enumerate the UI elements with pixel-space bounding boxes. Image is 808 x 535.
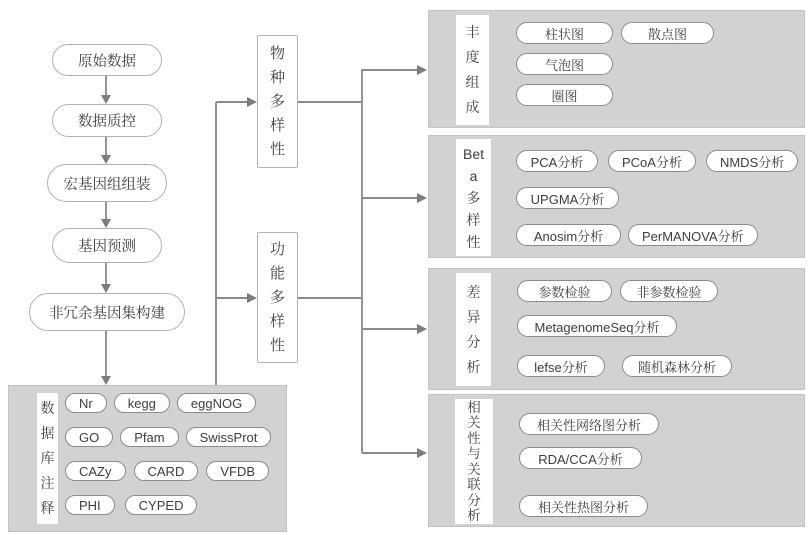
correlation-label-strip — [455, 399, 493, 524]
analysis-pill-row — [516, 150, 798, 172]
connector-flow-1 — [105, 76, 107, 95]
flow-node-gene-prediction: 基因预测 — [52, 228, 162, 263]
analysis-pill: UPGMA分析 — [516, 187, 619, 209]
beta-label: Beta多样性 — [463, 145, 485, 250]
arrow-down-icon — [101, 95, 111, 104]
analysis-pill-row — [516, 22, 714, 44]
analysis-pill-row — [516, 187, 798, 209]
arrow-right-icon — [247, 293, 257, 303]
connector-flow-3 — [105, 202, 107, 219]
connector-species-out — [298, 101, 362, 103]
analysis-pill: 相关性热图分析 — [519, 495, 648, 517]
arrow-down-icon — [101, 284, 111, 293]
analysis-pill: 气泡图 — [516, 53, 613, 75]
abundance-pill-rows — [516, 22, 714, 106]
db-annotation-panel — [8, 385, 287, 532]
analysis-pill: Anosim分析 — [516, 224, 621, 246]
analysis-pill-row — [519, 447, 659, 469]
analysis-pill-row — [517, 315, 732, 337]
analysis-pill: 散点图 — [621, 22, 714, 44]
analysis-pill: 柱状图 — [516, 22, 613, 44]
db-pill: kegg — [114, 393, 170, 413]
analysis-pill: 圈图 — [516, 84, 613, 106]
arrow-right-icon — [417, 448, 427, 458]
arrow-right-icon — [417, 193, 427, 203]
analysis-pill: PerMANOVA分析 — [628, 224, 758, 246]
connector-flow-4 — [105, 263, 107, 284]
flow-node-data-qc: 数据质控 — [52, 104, 162, 137]
analysis-pill: MetagenomeSeq分析 — [517, 315, 677, 337]
db-pill: GO — [65, 427, 113, 447]
function-diversity-label: 功能多样性 — [269, 240, 285, 354]
arrow-right-icon — [417, 324, 427, 334]
abundance-label-strip — [456, 15, 489, 125]
db-pill: SwissProt — [186, 427, 272, 447]
connector-to-species — [216, 101, 247, 103]
connector-trunk-left — [215, 102, 217, 385]
analysis-panel-beta — [428, 135, 805, 258]
analysis-pill-row — [516, 224, 798, 246]
arrow-right-icon — [247, 97, 257, 107]
analysis-pill: 随机森林分析 — [622, 355, 732, 377]
analysis-pill: 非参数检验 — [620, 280, 718, 302]
db-annotation-label-strip — [37, 393, 58, 524]
analysis-pill: NMDS分析 — [706, 150, 798, 172]
analysis-panel-correlation — [428, 394, 805, 527]
analysis-panel-difference — [428, 268, 805, 390]
analysis-pill-row — [519, 495, 659, 517]
db-pill: Nr — [65, 393, 107, 413]
db-pill: Pfam — [120, 427, 178, 447]
db-pill: CARD — [134, 461, 199, 481]
db-pill-row — [65, 393, 271, 413]
db-pill: eggNOG — [177, 393, 256, 413]
abundance-label: 丰度组成 — [465, 24, 480, 115]
flow-node-raw-data: 原始数据 — [52, 44, 162, 76]
analysis-pill-row — [516, 84, 714, 106]
analysis-panel-abundance — [428, 10, 805, 128]
correlation-label: 相关性与关联分析 — [467, 399, 481, 523]
connector-trunk-right — [361, 69, 363, 453]
db-pill-rows — [65, 393, 271, 515]
connector-to-abundance — [362, 69, 417, 71]
correlation-pill-rows — [519, 413, 659, 517]
difference-pill-rows — [517, 280, 732, 377]
analysis-pill-row — [519, 413, 659, 435]
connector-to-difference — [362, 328, 417, 330]
db-pill: CYPED — [125, 495, 198, 515]
beta-pill-rows — [516, 150, 798, 246]
analysis-pill: 相关性网络图分析 — [519, 413, 659, 435]
arrow-right-icon — [417, 65, 427, 75]
species-diversity-label: 物种多样性 — [269, 44, 285, 158]
analysis-pill: lefse分析 — [517, 355, 605, 377]
analysis-pill-row — [517, 355, 732, 377]
analysis-pill: PCA分析 — [516, 150, 598, 172]
analysis-pill: 参数检验 — [517, 280, 612, 302]
analysis-pill: RDA/CCA分析 — [519, 447, 642, 469]
arrow-down-icon — [101, 219, 111, 228]
beta-label-strip — [456, 139, 491, 256]
connector-flow-2 — [105, 137, 107, 155]
db-pill: PHI — [65, 495, 115, 515]
arrow-down-icon — [101, 155, 111, 164]
connector-to-correlation — [362, 452, 417, 454]
analysis-pill: PCoA分析 — [608, 150, 696, 172]
db-pill-row — [65, 461, 271, 481]
connector-to-function — [216, 297, 247, 299]
db-pill: VFDB — [206, 461, 269, 481]
species-diversity-box — [257, 35, 298, 168]
flow-node-nonredundant-genes: 非冗余基因集构建 — [29, 293, 185, 331]
analysis-pill-row — [516, 53, 714, 75]
db-pill-row — [65, 495, 271, 515]
difference-label-strip — [456, 273, 491, 386]
db-pill: CAZy — [65, 461, 126, 481]
db-pill-row — [65, 427, 271, 447]
arrow-down-icon — [101, 376, 111, 385]
flow-node-assembly: 宏基因组组装 — [47, 164, 167, 202]
db-annotation-label: 数据库注释 — [40, 400, 55, 516]
connector-flow-5 — [105, 331, 107, 376]
difference-label: 差异分析 — [466, 283, 481, 375]
function-diversity-box — [257, 232, 298, 363]
connector-function-out — [298, 297, 362, 299]
connector-to-beta — [362, 197, 417, 199]
analysis-pill-row — [517, 280, 732, 302]
